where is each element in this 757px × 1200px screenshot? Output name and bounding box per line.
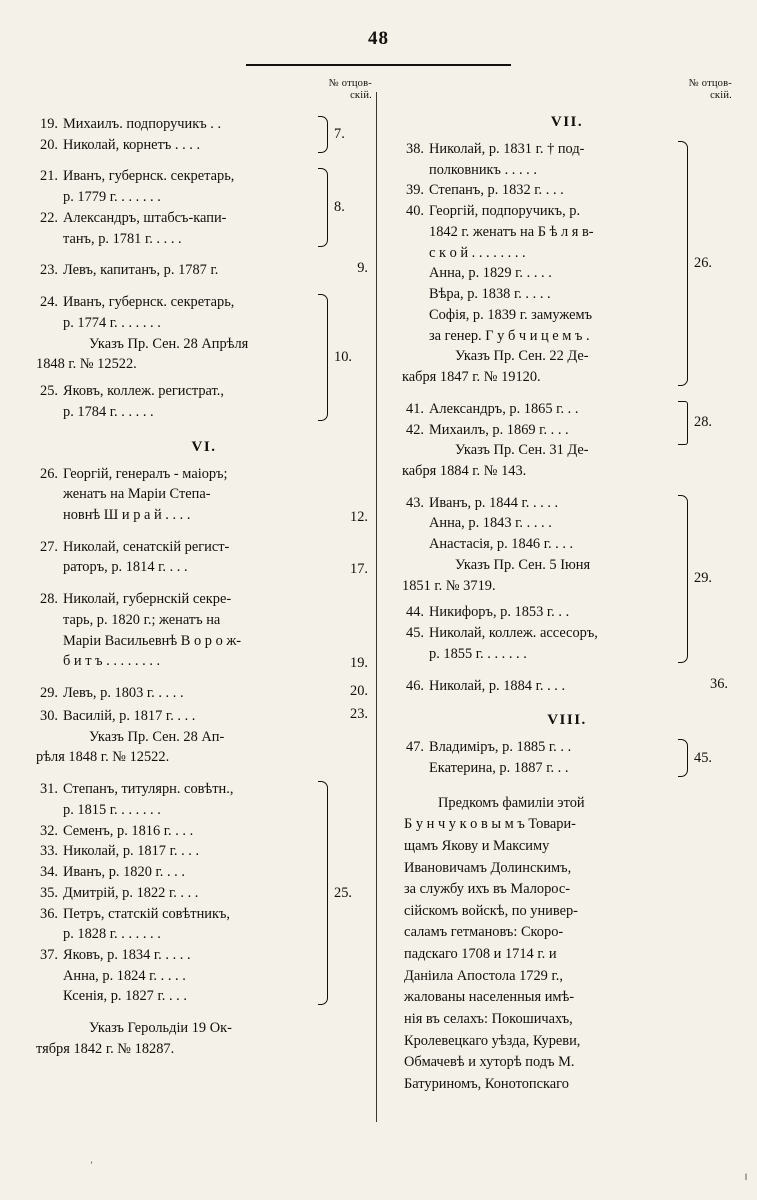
decree-note <box>36 334 314 375</box>
entry-text <box>63 945 314 1007</box>
entry-text <box>429 737 674 778</box>
entry-number: 37. <box>40 946 58 963</box>
entry-text <box>63 706 326 727</box>
list-item <box>36 706 326 727</box>
entry-line: Марiи Васильевнѣ В о р о ж- <box>63 632 242 649</box>
entry-line: Анна, р. 1824 г. . . . . <box>63 967 186 984</box>
entry-number: 38. <box>406 141 424 157</box>
reference-number: 19. <box>350 655 368 672</box>
entry-line: Иванъ, губернск. секретарь, <box>63 168 235 185</box>
entry-line: Александръ, р. 1865 г. . . <box>429 400 579 417</box>
entry-group <box>36 114 372 155</box>
entry-number: 22. <box>40 209 58 226</box>
entry-line: Левъ, р. 1803 г. . . . . <box>63 685 184 702</box>
entry-text <box>63 821 314 842</box>
list-item <box>36 683 326 704</box>
note-line: Указъ Пр. Сен. 28 Апрѣля <box>89 335 249 352</box>
entry-number: 43. <box>406 494 424 511</box>
list-item <box>36 537 326 578</box>
page-edge-mark: ǁ <box>744 1172 747 1182</box>
reference-number: 17. <box>350 561 368 578</box>
note-line: кабря 1884 г. № 143. <box>402 463 527 480</box>
right-column-header <box>402 78 732 104</box>
entry-text <box>63 260 314 281</box>
left-column <box>20 78 378 1095</box>
reference-number: 20. <box>350 683 368 700</box>
decree-note <box>402 440 732 481</box>
decree-note <box>402 346 674 387</box>
note-line: рѣля 1848 г. № 12522. <box>36 749 170 766</box>
list-item <box>402 602 674 623</box>
entry-group <box>402 737 732 778</box>
section-heading-vi: VI. <box>191 438 217 455</box>
decree-note <box>36 1018 372 1059</box>
entry-line: Софiя, р. 1839 г. замужемъ <box>429 306 593 323</box>
paragraph-line: нiя въ селахъ: Покошичахъ, <box>404 1010 573 1027</box>
entry-text <box>429 399 674 420</box>
entry-line: Анастасiя, р. 1846 г. . . . <box>429 536 574 553</box>
entry-number: 32. <box>40 822 58 839</box>
entry-text <box>429 493 674 555</box>
entry-number: 42. <box>406 421 424 438</box>
list-item <box>36 779 314 820</box>
entry-line: за генер. Г у б ч и ц е м ъ . <box>429 327 590 344</box>
entry-number: 24. <box>40 294 58 311</box>
entry-line: Петръ, статскiй совѣтникъ, <box>63 905 230 922</box>
entry-line: Николай, сенатскiй регист- <box>63 538 230 555</box>
reference-number: 23. <box>350 705 368 722</box>
list-item <box>36 166 314 207</box>
entry-group <box>36 166 372 249</box>
paragraph-line: за службу ихъ въ Малорос- <box>404 881 571 898</box>
entry-text <box>63 904 314 945</box>
entry-line: Анна, р. 1843 г. . . . . <box>429 515 552 532</box>
entry-line: Михаилъ. подпоручикъ . . <box>63 116 222 132</box>
note-line: кабря 1847 г. № 19120. <box>402 369 541 386</box>
column-header-line-1: № отцов- <box>328 78 372 89</box>
entry-line: р. 1855 г. . . . . . . <box>429 645 527 662</box>
entry-text <box>63 114 314 135</box>
entry-text <box>429 676 682 697</box>
entry-line: Василiй, р. 1817 г. . . . <box>63 707 196 724</box>
list-item <box>36 589 326 672</box>
entry-text <box>63 883 314 904</box>
decree-note <box>402 555 674 596</box>
note-line: Указъ Пр. Сен. 31 Де- <box>455 442 589 459</box>
section-heading-vii: VII. <box>550 114 584 130</box>
entry-number: 34. <box>40 864 58 881</box>
entry-line: р. 1828 г. . . . . . . <box>63 926 161 943</box>
entry-line: Иванъ, р. 1820 г. . . . <box>63 864 185 881</box>
column-header-line-1: № отцов- <box>688 78 732 89</box>
entry-number: 29. <box>40 685 58 702</box>
entry-line: Яковъ, р. 1834 г. . . . . <box>63 946 191 963</box>
entry-line: Никифоръ, р. 1853 г. . . <box>429 604 570 621</box>
note-line: Указъ Пр. Сен. 22 Де- <box>455 348 589 365</box>
entry-group <box>36 464 372 526</box>
entry-line: Дмитрiй, р. 1822 г. . . . <box>63 884 199 901</box>
entry-line: Степанъ, титулярн. совѣтн., <box>63 781 234 798</box>
entry-line: р. 1815 г. . . . . . . <box>63 801 161 818</box>
entry-group <box>36 589 372 672</box>
list-item <box>402 737 674 778</box>
reference-number: 7. <box>334 126 345 143</box>
entry-text <box>429 420 674 441</box>
column-header-line-2: скiй. <box>350 89 372 101</box>
entry-line: Иванъ, губернск. секретарь, <box>63 294 235 311</box>
list-item <box>36 841 314 862</box>
entry-text <box>63 208 314 249</box>
reference-number: 9. <box>357 260 368 277</box>
entry-group <box>402 676 732 697</box>
entry-number: 19. <box>40 116 58 132</box>
closing-paragraph <box>402 793 732 1096</box>
section-heading-viii: VIII. <box>547 712 587 729</box>
entry-number: 26. <box>40 465 58 482</box>
paragraph-line: Данiила Апостола 1729 г., <box>404 967 563 984</box>
entry-number: 44. <box>406 604 424 621</box>
paragraph-line: саламъ гетмановъ: Скоро- <box>404 924 564 941</box>
entry-number: 45. <box>406 625 424 642</box>
entry-text <box>63 537 326 578</box>
entry-number: 41. <box>406 400 424 417</box>
entry-text <box>429 623 674 664</box>
entry-line: Александръ, штабсъ-капи- <box>63 209 227 226</box>
entry-text <box>429 139 674 180</box>
list-item <box>36 208 314 249</box>
paragraph-line: Обмачевѣ и хуторѣ подъ М. <box>404 1054 575 1071</box>
entry-line: 1842 г. женатъ на Б ѣ л я в- <box>429 223 594 240</box>
entry-number: 27. <box>40 538 58 555</box>
paragraph-line: падскаго 1708 и 1714 г. и <box>404 946 557 963</box>
list-item <box>402 139 674 180</box>
list-item <box>36 904 314 945</box>
page-number: 48 <box>368 28 389 49</box>
list-item <box>402 420 674 441</box>
entry-group <box>402 139 732 388</box>
reference-number: 25. <box>334 884 352 901</box>
page-edge-mark-left: ʼ <box>90 1160 93 1170</box>
list-item <box>402 493 674 555</box>
column-header-line-2: скiй. <box>710 89 732 101</box>
entry-line: б и т ъ . . . . . . . . <box>63 653 161 670</box>
list-item <box>36 381 314 422</box>
paragraph-line: Кролевецкаго уѣзда, Куреви, <box>404 1032 581 1049</box>
list-item <box>402 399 674 420</box>
list-item <box>402 180 674 201</box>
note-line: Указъ Герольдiи 19 Ок- <box>89 1020 232 1037</box>
entry-line: тарь, р. 1820 г.; женатъ на <box>63 611 221 628</box>
reference-number: 36. <box>710 675 728 692</box>
entry-line: Михаилъ, р. 1869 г. . . . <box>429 421 569 438</box>
entry-line: полковникъ . . . . . <box>429 161 537 178</box>
list-item <box>36 821 314 842</box>
paragraph-line: Предкомъ фамилiи этой <box>438 794 585 811</box>
paragraph-line: Батуриномъ, Конотопскаго <box>404 1075 569 1092</box>
entry-number: 36. <box>40 905 58 922</box>
paragraph-line: Ивановичамъ Долинскимъ, <box>404 859 572 876</box>
list-item <box>36 135 314 156</box>
entry-line: Вѣра, р. 1838 г. . . . . <box>429 286 551 303</box>
entry-line: раторъ, р. 1814 г. . . . <box>63 559 188 576</box>
entry-group <box>36 779 372 1007</box>
entry-line: с к о й . . . . . . . . <box>429 244 526 261</box>
entry-group <box>36 537 372 578</box>
entry-text <box>63 464 326 526</box>
entry-line: танъ, р. 1781 г. . . . . <box>63 230 182 247</box>
entry-line: Степанъ, р. 1832 г. . . . <box>429 182 564 199</box>
entry-number: 35. <box>40 884 58 901</box>
entry-line: Анна, р. 1829 г. . . . . <box>429 265 552 282</box>
entry-line: Николай, р. 1817 г. . . . <box>63 843 200 860</box>
entry-continuation <box>402 263 674 346</box>
entry-number: 31. <box>40 781 58 798</box>
list-item <box>36 883 314 904</box>
entry-line: р. 1774 г. . . . . . . <box>63 314 161 331</box>
entry-number: 21. <box>40 168 58 185</box>
entry-line: Семенъ, р. 1816 г. . . . <box>63 822 194 839</box>
entry-text <box>63 779 314 820</box>
note-line: Указъ Пр. Сен. 5 Іюня <box>455 556 591 573</box>
entry-group <box>402 399 732 482</box>
entry-line: Николай, губернскiй секре- <box>63 591 232 608</box>
entry-line: новнѣ Ш и р а й . . . . <box>63 507 191 524</box>
decree-note <box>36 727 326 768</box>
reference-number: 29. <box>694 570 712 587</box>
entry-number: 20. <box>40 136 58 153</box>
list-item <box>36 260 314 281</box>
entry-text <box>429 602 674 623</box>
list-item <box>402 676 682 697</box>
paragraph-line: Б у н ч у к о в ы м ъ Товари- <box>404 816 576 833</box>
list-item <box>36 464 326 526</box>
reference-number: 28. <box>694 414 712 431</box>
entry-text <box>63 166 314 207</box>
list-item <box>36 862 314 883</box>
entry-group <box>36 292 372 422</box>
entry-line: женатъ на Марiи Степа- <box>63 486 211 503</box>
entry-number: 23. <box>40 262 58 279</box>
entry-number: 25. <box>40 383 58 400</box>
entry-text <box>429 201 674 263</box>
note-line: тября 1842 г. № 18287. <box>36 1040 175 1057</box>
entry-text <box>63 292 314 333</box>
entry-line: Николай, коллеж. ассесоръ, <box>429 625 598 642</box>
entry-line: Николай, р. 1831 г. † под- <box>429 141 585 157</box>
entry-number: 39. <box>406 182 424 199</box>
right-column <box>378 78 736 1095</box>
entry-text <box>63 862 314 883</box>
entry-text <box>63 841 314 862</box>
paragraph-line: жалованы населенныя имѣ- <box>404 989 575 1006</box>
entry-group <box>36 706 372 768</box>
entry-line: Ксенiя, р. 1827 г. . . . <box>63 988 187 1005</box>
header-rule <box>246 64 511 66</box>
entry-line: Георгiй, генералъ - маiоръ; <box>63 465 228 482</box>
entry-text <box>63 381 314 422</box>
entry-number: 47. <box>406 739 424 756</box>
reference-number: 8. <box>334 199 345 216</box>
list-item <box>36 292 314 333</box>
list-item <box>402 623 674 664</box>
entry-line: р. 1779 г. . . . . . . <box>63 189 161 206</box>
reference-number: 10. <box>334 348 352 365</box>
list-item <box>402 201 674 263</box>
entry-number: 46. <box>406 677 424 694</box>
entry-line: Владимiръ, р. 1885 г. . . <box>429 739 572 756</box>
list-item <box>36 945 314 1007</box>
reference-number: 12. <box>350 508 368 525</box>
entry-line: Николай, р. 1884 г. . . . <box>429 677 566 694</box>
paragraph-line: щамъ Якову и Максиму <box>404 838 550 855</box>
entry-line: Левъ, капитанъ, р. 1787 г. <box>63 262 219 279</box>
paragraph-line: сiйскомъ войскѣ, по универ- <box>404 902 578 919</box>
reference-number: 26. <box>694 254 712 271</box>
entry-number: 28. <box>40 591 58 608</box>
entry-number: 40. <box>406 203 424 220</box>
reference-number: 45. <box>694 749 712 766</box>
entry-line: Екатерина, р. 1887 г. . . <box>429 760 569 777</box>
note-line: Указъ Пр. Сен. 28 Ап- <box>89 728 225 745</box>
entry-line: Яковъ, коллеж. регистрат., <box>63 383 224 400</box>
entry-line: Иванъ, р. 1844 г. . . . . <box>429 494 559 511</box>
note-line: 1851 г. № 3719. <box>402 577 496 594</box>
entry-number: 30. <box>40 707 58 724</box>
entry-line: Георгiй, подпоручикъ, р. <box>429 203 581 220</box>
entry-text <box>63 135 314 156</box>
entry-group <box>402 493 732 665</box>
entry-group <box>36 260 372 281</box>
entry-text <box>63 683 326 704</box>
entry-text <box>63 589 326 672</box>
entry-line: Николай, корнетъ . . . . <box>63 136 201 153</box>
entry-line: р. 1784 г. . . . . . <box>63 403 154 420</box>
entry-number: 33. <box>40 843 58 860</box>
note-line: 1848 г. № 12522. <box>36 356 137 373</box>
list-item <box>36 114 314 135</box>
entry-text <box>429 180 674 201</box>
entry-group <box>36 683 372 704</box>
left-column-header <box>36 78 372 104</box>
page-columns <box>20 78 737 1095</box>
